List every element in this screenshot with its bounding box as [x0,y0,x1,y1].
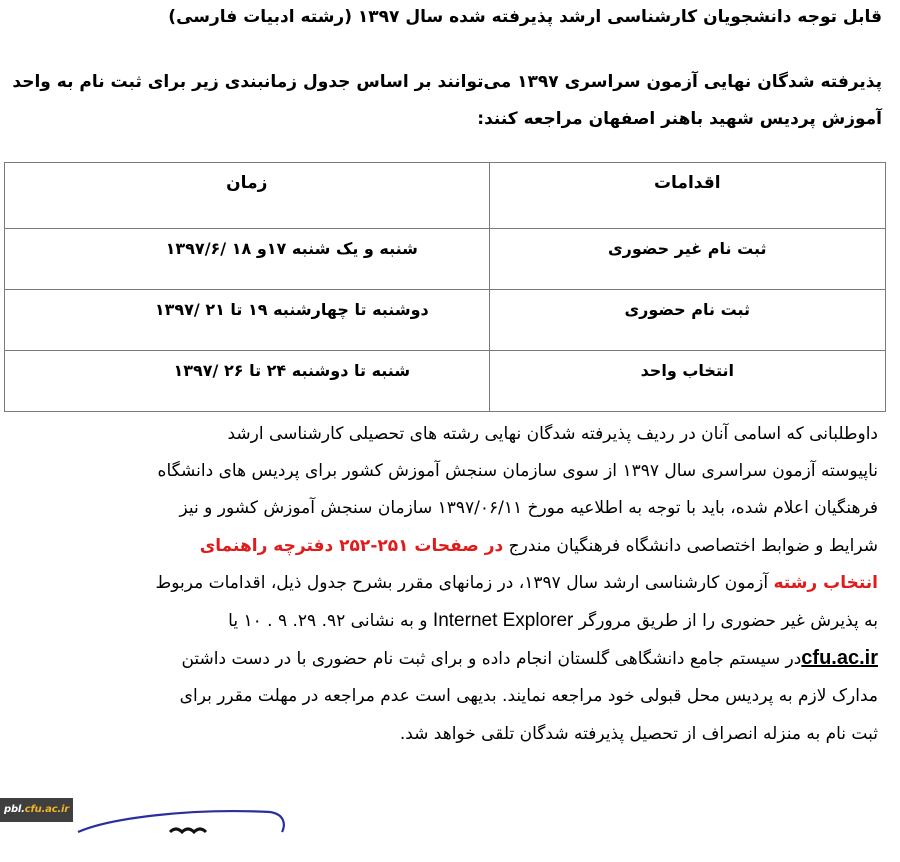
body-line-3: فرهنگیان اعلام شده، باید با توجه به اطلاعیه مورخ ۱۳۹۷/۰۶/۱۱ سازمان سنجش آموزش کشور و نیز [179,498,878,519]
signature-stroke-icon [70,802,290,862]
body-line-8: مدارک لازم به پردیس محل قبولی خود مراجعه نمایند. بدیهی است عدم مراجعه در مهلت مقرر برای [179,686,878,707]
body-line-6-text-a: به پذیرش غیر حضوری را از طریق مرورگر [573,611,878,632]
body-line-4 [18,528,878,565]
schedule-table [4,162,886,412]
body-line-5 [18,565,878,602]
body-line-2: ناپیوسته آزمون سراسری سال ۱۳۹۷ از سوی سازمان سنجش آموزش کشور برای پردیس های دانشگاه [157,461,878,482]
row-time: شنبه تا دوشنبه ۲۴ تا ۲۶ /۱۳۹۷ [5,351,490,412]
row-time: شنبه و یک شنبه ۱۷و ۱۸ /۱۳۹۷/۶ [5,229,490,290]
intro-line-2: آموزش پردیس شهید باهنر اصفهان مراجعه کنند: [477,109,882,129]
body-line-4-text: شرایط و ضوابط اختصاصی دانشگاه فرهنگیان مندرج [503,535,878,556]
browser-name: Internet Explorer [432,610,574,632]
cfu-link[interactable]: cfu.ac.ir [801,647,878,670]
row-action: ثبت نام حضوری [489,290,885,351]
intro-paragraph [12,64,882,138]
field-selection-highlight: انتخاب رشته [773,572,878,593]
header-actions: اقدامات [489,163,885,229]
table-row [5,351,886,412]
body-line-5-text: آزمون کارشناسی ارشد سال ۱۳۹۷، در زمانهای مقرر بشرح جدول ذیل، اقدامات مربوط [155,572,774,593]
intro-line-1: پذیرفته شدگان نهایی آزمون سراسری ۱۳۹۷ می‌توانند بر اساس جدول زمانبندی زیر برای ثبت نام به واحد [12,72,882,92]
body-line-6 [18,602,878,640]
site-watermark [0,798,73,822]
watermark-prefix: pbl. [4,804,25,815]
body-paragraph [18,416,878,753]
body-line-7 [18,640,878,678]
table-row [5,290,886,351]
body-line-9: ثبت نام به منزله انصراف از تحصیل پذیرفته شدگان تلقی خواهد شد. [399,723,878,744]
guidebook-pages-highlight: در صفحات ۲۵۱-۲۵۲ دفترچه راهنمای [199,535,504,556]
table-row [5,229,886,290]
row-time: دوشنبه تا چهارشنبه ۱۹ تا ۲۱ /۱۳۹۷ [5,290,490,351]
header-time: زمان [5,163,490,229]
table-header-row [5,163,886,229]
row-action: انتخاب واحد [489,351,885,412]
body-line-7-text: در سیستم جامع دانشگاهی گلستان انجام داده و برای ثبت نام حضوری با در دست داشتن [181,649,802,670]
body-line-6-text-b: و به نشانی ۹۲. ۲۹. ۹ . ۱۰ یا [228,611,433,632]
body-line-1: داوطلبانی که اسامی آنان در ردیف پذیرفته شدگان نهایی رشته های تحصیلی کارشناسی ارشد [227,424,878,444]
watermark-domain: cfu.ac.ir [24,804,69,815]
document-title: قابل توجه دانشجویان کارشناسی ارشد پذیرفته شده سال ۱۳۹۷ (رشته ادبیات فارسی) [168,7,882,27]
row-action: ثبت نام غیر حضوری [489,229,885,290]
